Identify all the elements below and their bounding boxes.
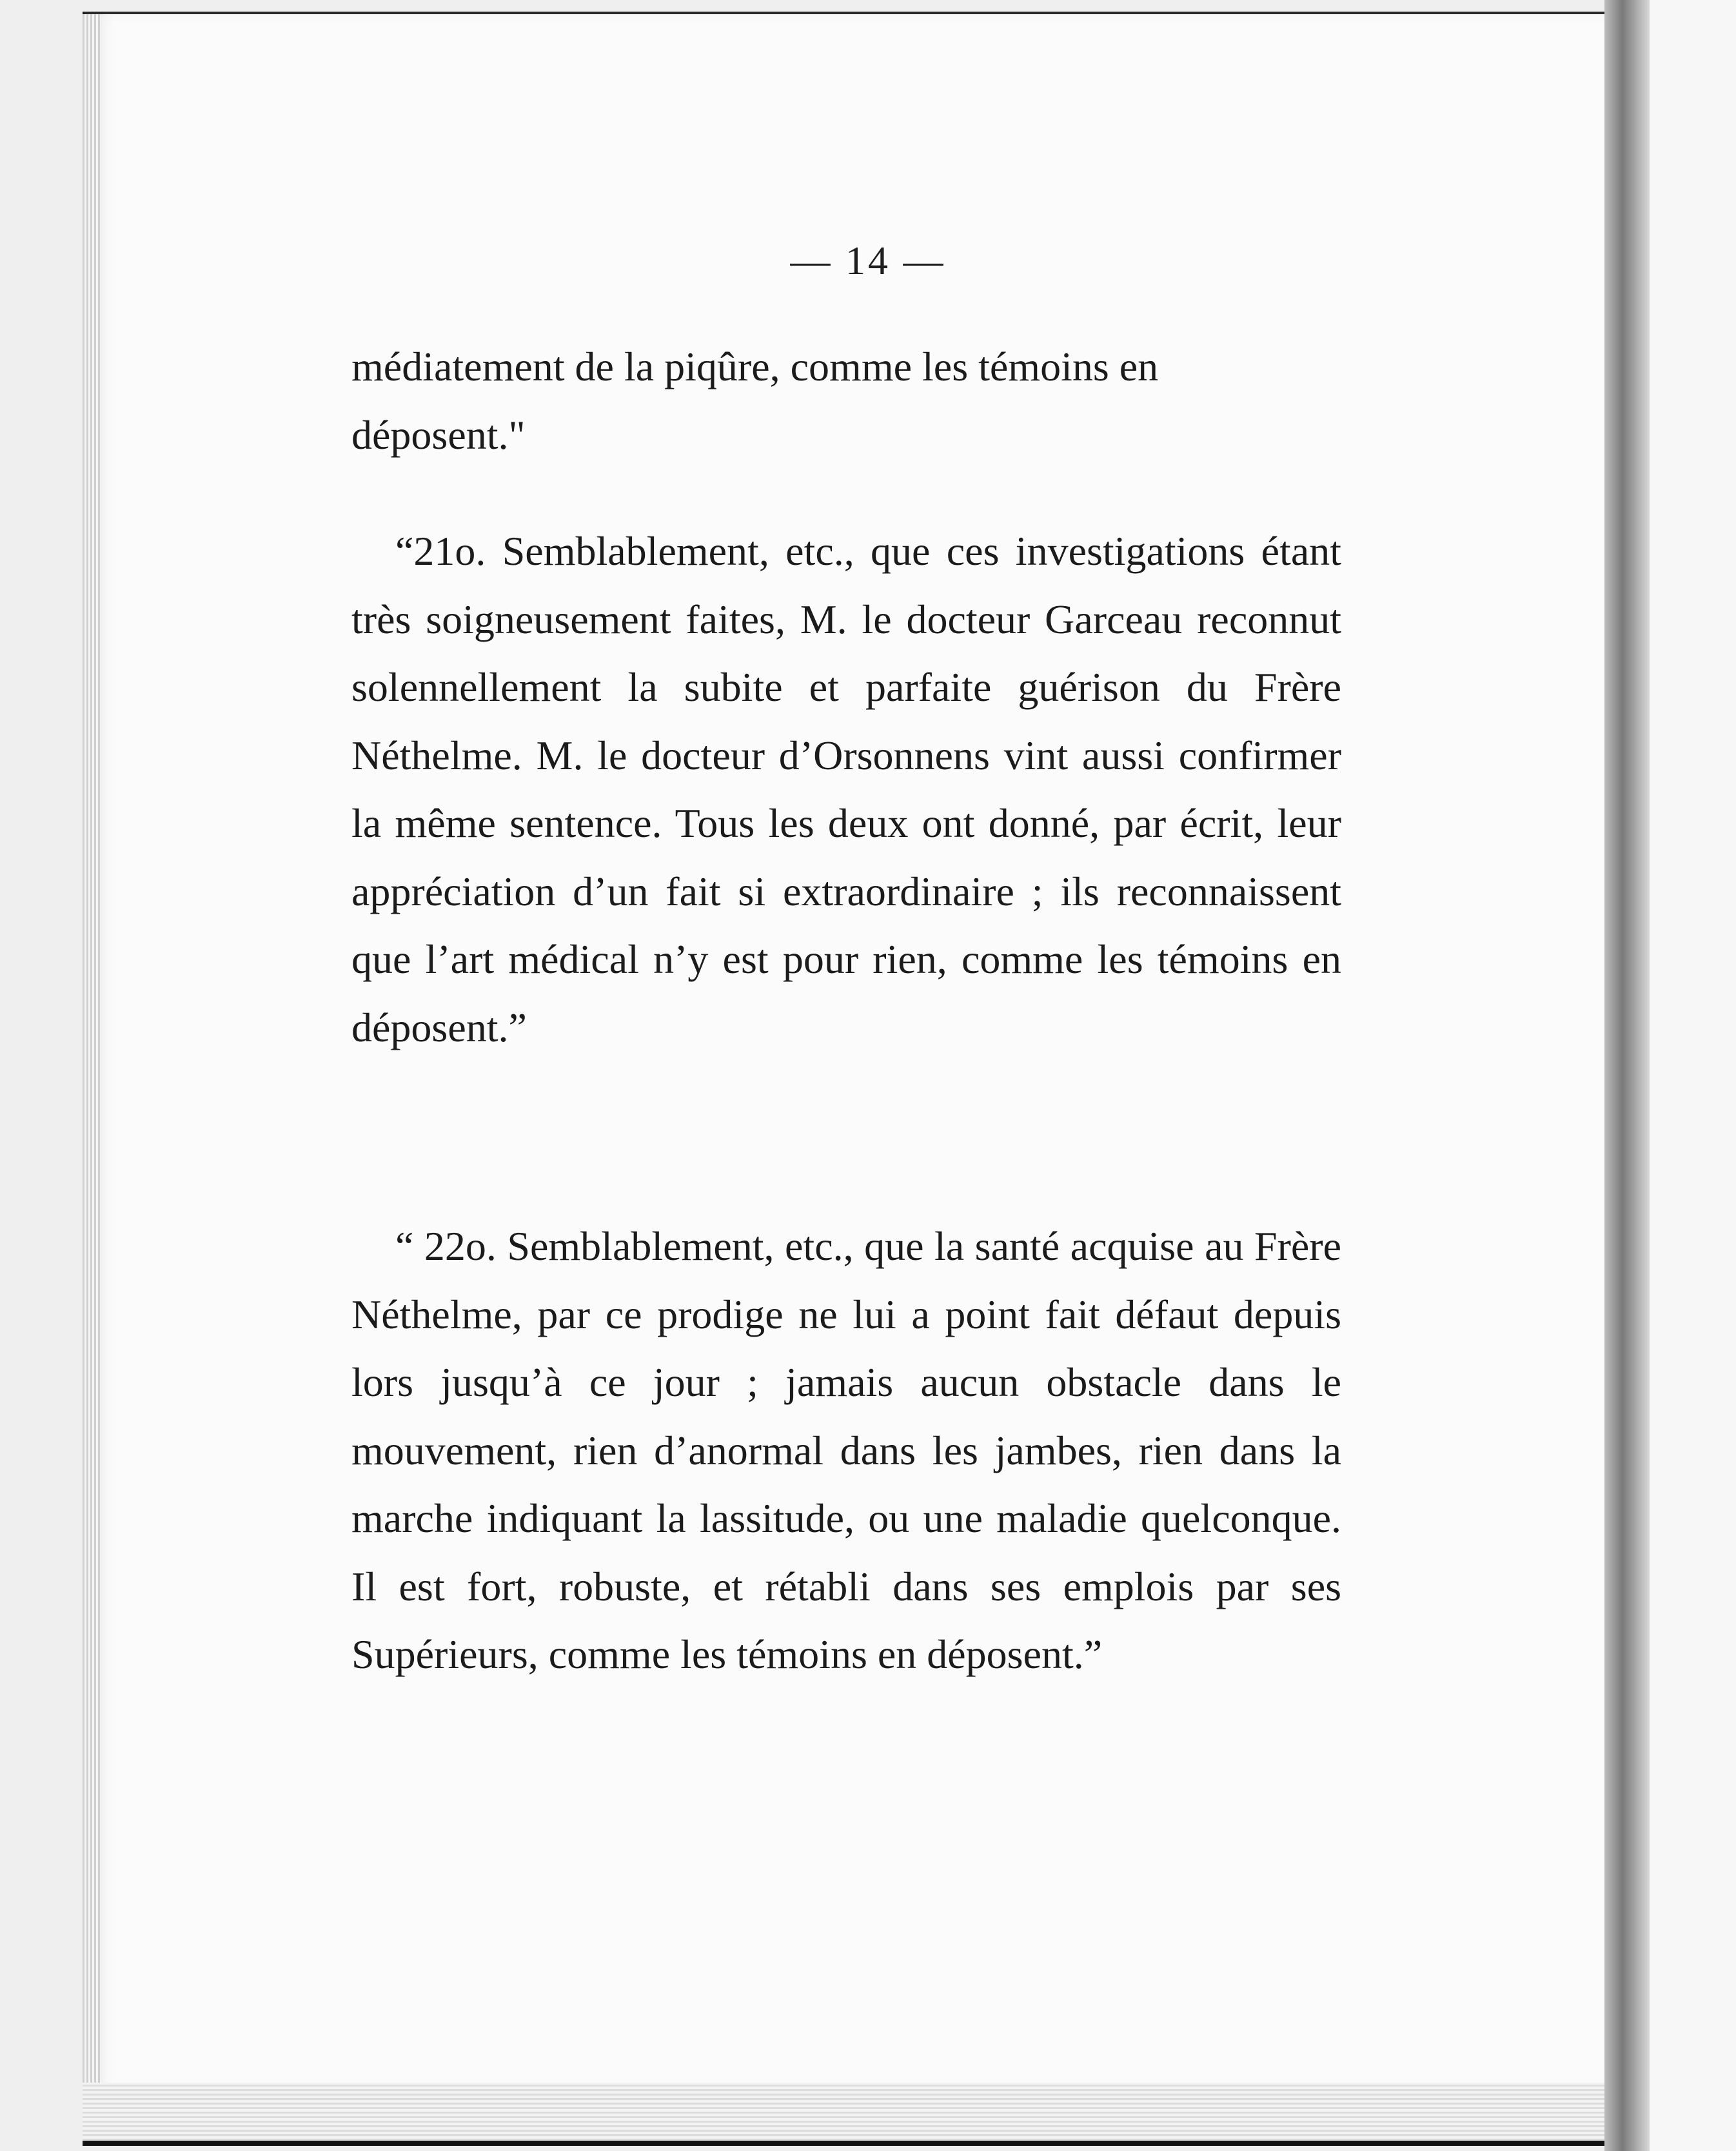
- paragraph-21: [351, 517, 1341, 1061]
- page-number: — 14 —: [790, 239, 946, 283]
- paragraph-text: “ 22o. Semblablement, etc., que la santé acquise au Frère Néthelme, par ce prodige ne lui a point fait défaut depuis lors jusqu’à ce jour ; jamais aucun obstacle dans le mouvement, rien d’anormal dans les jambes, rien dans la marche indiquant la lassitude, ou une maladie quelconque. Il est fort, robuste, et rétabli dans ses emplois par ses Supérieurs, comme les témoins en déposent.”: [351, 1223, 1341, 1677]
- paragraph-continued: [351, 333, 1341, 469]
- facing-page-edge: [1650, 0, 1736, 2151]
- bottom-page-stack: [83, 2083, 1615, 2141]
- paragraph-text: “21o. Semblablement, etc., que ces investigations étant très soigneusement faites, M. le docteur Garceau reconnut solennellement la subite et parfaite guérison du Frère Néthelme. M. le docteur d’Orsonnens vint aussi confirmer la même sentence. Tous les deux ont donné, par écrit, leur appréciation d’un fait si extraordinaire ; ils reconnaissent que l’art médical n’y est pour rien, comme les témoins en déposent.”: [351, 528, 1341, 1050]
- book-page: [83, 12, 1619, 2146]
- page-edge-stack: [83, 14, 101, 2136]
- paragraph-text: médiatement de la piqûre, comme les témoins en déposent.": [351, 344, 1159, 458]
- book-gutter: [1604, 0, 1650, 2151]
- paragraph-22: [351, 1212, 1341, 1689]
